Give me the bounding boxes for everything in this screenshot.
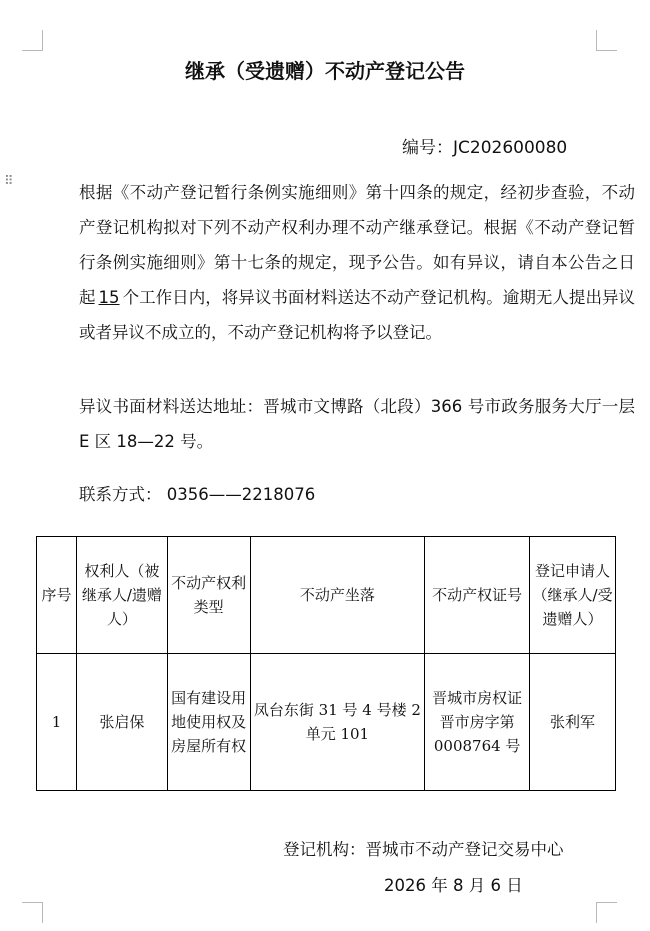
paragraph-notice xyxy=(43,175,635,350)
crop-mark-bottom-left xyxy=(22,902,43,923)
cell-rightholder: 张启保 xyxy=(76,654,167,791)
cell-serial: 1 xyxy=(37,654,77,791)
header-location: 不动产坐落 xyxy=(250,537,425,654)
paragraph-contact: 联系方式： 0356——2218076 xyxy=(79,485,316,504)
document-number: 编号：JC202600080 xyxy=(402,138,568,158)
table-row xyxy=(37,654,616,791)
header-rightholder: 权利人（被继承人/遗赠人） xyxy=(76,537,167,654)
header-applicant: 登记申请人（继承人/受遗赠人） xyxy=(530,537,616,654)
header-certificate: 不动产权证号 xyxy=(425,537,530,654)
notice-text-after: 个工作日内，将异议书面材料送达不动产登记机构。逾期无人提出异议或者异议不成立的，不动产登记机构将予以登记。 xyxy=(79,288,635,342)
crop-mark-bottom-right xyxy=(596,902,617,923)
cell-certificate: 晋城市房权证晋市房字第 0008764 号 xyxy=(425,654,530,791)
objection-days: 15 xyxy=(98,288,120,307)
crop-mark-top-left xyxy=(22,30,43,51)
cell-right-type: 国有建设用地使用权及房屋所有权 xyxy=(167,654,250,791)
header-right-type: 不动产权利类型 xyxy=(167,537,250,654)
paragraph-address: 异议书面材料送达地址：晋城市文博路（北段）366 号市政务服务大厅一层 E 区 18—22 号。 xyxy=(79,397,635,451)
cell-applicant: 张利军 xyxy=(530,654,616,791)
registration-agency: 登记机构：晋城市不动产登记交易中心 xyxy=(283,840,564,859)
notice-text-before: 根据《不动产登记暂行条例实施细则》第十四条的规定，经初步查验，不动产登记机构拟对下列不动产权利办理不动产继承登记。根据《不动产登记暂行条例实施细则》第十七条的规定，现予公告。如有异议，请自本公告之日起 xyxy=(79,183,635,307)
table-header-row xyxy=(37,537,616,654)
registration-table xyxy=(36,536,616,791)
announcement-date: 2026 年 8 月 6 日 xyxy=(384,876,523,895)
crop-mark-top-right xyxy=(596,30,617,51)
header-serial: 序号 xyxy=(37,537,77,654)
page-title: 继承（受遗赠）不动产登记公告 xyxy=(185,59,465,83)
drag-handle-icon[interactable]: ⠿ xyxy=(4,174,14,189)
cell-location: 凤台东街 31 号 4 号楼 2 单元 101 xyxy=(250,654,425,791)
